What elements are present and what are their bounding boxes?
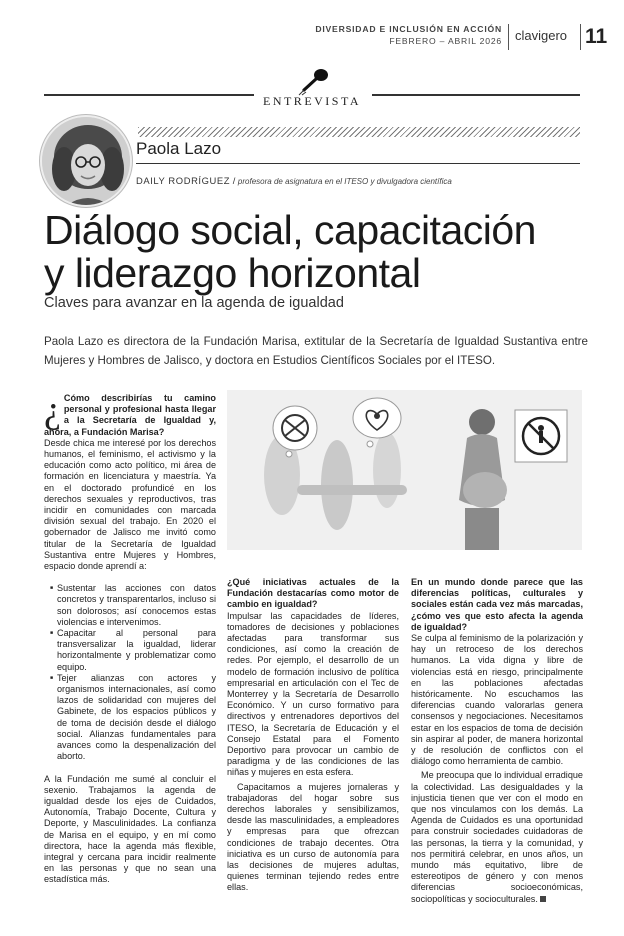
- list-item: ■ Sustentar las acciones con datos concretos y transparentarlos, incluso si son dolorosos; así conocemos estas violencias e intervenimos.: [50, 583, 216, 628]
- byline-rule: [136, 163, 580, 164]
- answer-2-paragraph: Impulsar las capacidades de líderes, tomadores de decisiones y poblaciones afectadas para transformar sus condiciones, así como la creación de redes. Por ejemplo, el desarrollo de un modelo de formación inclusivo de política empresarial en articulación con el Tec de Monterrey y la Secretaría de Desarrollo Económico. Y un curso formativo para directivos y entrenadores deportivos del ITESO, la Secretaría de Educación y el Consejo Estatal para el Fomento Deportivo para provocar un cambio de paradigma y de las condiciones de las niñas y mujeres en esta esfera.: [227, 610, 399, 778]
- answer-3-text: Me preocupa que lo individual erradique la colectividad. Las desigualdades y la injusticia tienen que ver con el modo en que nos vinculamos con los demás. La Agenda de Cuidados es una oportunidad para construir sociedades cuidadoras de las personas, la tierra y la comunidad, y nos permitirá celebrar, en unos años, un mundo más equitativo, libre de estereotipos de género y con menos diferencias socioeconómicas, sociopolíticas y socioculturales.: [411, 770, 583, 904]
- header-divider: [508, 24, 509, 50]
- column-3: [411, 577, 583, 905]
- page-number: 11: [585, 25, 608, 48]
- column-1: [44, 389, 216, 886]
- magazine-logo: clavigero: [515, 28, 568, 43]
- answer-1-paragraph: Desde chica me interesé por los derechos humanos, el feminismo, el activismo y la educación como acto político, mi área de formación en licenciatura y maestría. Ya en el doctorado profundicé en los derechos sexuales y reproductivos, tras incidir en comunidades con marcada división sexual del trabajo. En 2020 el gobernador de Jalisco me invitó como titular de la Secretaría de Igualdad Sustantiva entre Mujeres y Hombres, espacio donde aprendí a:: [44, 437, 216, 572]
- interviewee-name: Paola Lazo: [136, 139, 222, 158]
- author-credit: [136, 175, 452, 186]
- question-2: ¿Qué iniciativas actuales de la Fundación destacarías como motor de cambio en igualdad?: [227, 577, 399, 610]
- header-divider: [580, 24, 581, 50]
- title-line-1: Diálogo social, capacitación: [44, 207, 536, 253]
- author-separator: /: [232, 175, 236, 186]
- dropcap: ¿: [44, 389, 61, 431]
- list-item: ■ Tejer alianzas con actores y organismos internacionales, así como lazos de solidaridad con mujeres del Gabinete, de los espacios públicos y de toma de decisión desde el diálogo social. Alianzas fundamentales para avances como la despenalización del aborto.: [50, 673, 216, 763]
- microphone-icon: [294, 66, 334, 96]
- answer-1-paragraph: A la Fundación me sumé al concluir el sexenio. Trabajamos la agenda de igualdad desde los ejes de Cuidados, Autonomía, Trabajo Docente, Cultura y Deporte, y Masculinidades. La confianza de Marisa en el equipo, y en mí como directora, hace la agenda más flexible, integral y cercana para incidir realmente en las personas y que no sean una estadística más.: [44, 773, 216, 885]
- portrait-image: [42, 117, 132, 207]
- question-1: Cómo describirías tu camino personal y profesional hasta llegar a la Secretaría de Igualdad y, ahora, a Fundación Marisa?: [44, 393, 216, 437]
- end-mark-icon: [540, 896, 546, 902]
- answer-3-paragraph: Se culpa al feminismo de la polarización y hay un retroceso de los derechos humanos. La vida digna y libre de violencias está en riesgo, principalmente en las poblaciones afectadas históricamente. No escuchamos las diferencias cuando valorarlas genera consensos y negociaciones. Necesitamos estar en los espacios de toma de decisión sin aspirar al poder, de manera horizontal y de resolución de conflictos con el diálogo como herramienta de cambio.: [411, 633, 583, 767]
- article-subtitle: Claves para avanzar en la agenda de igualdad: [44, 295, 344, 311]
- decorative-hatch: [138, 127, 580, 137]
- illustration-image: [227, 390, 582, 550]
- section-rule: [372, 94, 580, 96]
- list-item: ■ Capacitar al personal para transversalizar la igualdad, liderar horizontalmente y problematizar como equipo.: [50, 628, 216, 673]
- section-rule: [44, 94, 254, 96]
- author-name: DAILY RODRÍGUEZ: [136, 175, 231, 186]
- column-2: [227, 577, 399, 894]
- article-lead: Paola Lazo es directora de la Fundación Marisa, extitular de la Secretaría de Igualdad Sustantiva entre Mujeres y Hombres de Jalisco, y doctora en Estudios Científicos Sociales por el ITESO.: [44, 335, 588, 367]
- header-section: DIVERSIDAD E INCLUSIÓN EN ACCIÓN: [315, 24, 502, 34]
- title-line-2: y liderazgo horizontal: [44, 250, 421, 296]
- bullet-list: [50, 583, 216, 762]
- author-role: profesora de asignatura en el ITESO y divulgadora científica: [237, 177, 452, 186]
- section-label: ENTREVISTA: [262, 94, 362, 108]
- question-3: En un mundo donde parece que las diferencias políticas, culturales y sociales están cada vez más marcadas, ¿cómo ves que esto afecta la agenda de igualdad?: [411, 577, 583, 632]
- article-title: [44, 209, 604, 295]
- header-date: FEBRERO – ABRIL 2026: [389, 36, 502, 46]
- avatar: [40, 115, 132, 207]
- answer-3-paragraph: [411, 770, 583, 904]
- answer-2-paragraph: Capacitamos a mujeres jornaleras y trabajadoras del hogar sobre sus derechos laborales y sensibilizamos, desde las masculinidades, a empleadores y empresas para que ofrezcan condiciones de trabajo decentes. Otra iniciativa es un curso de autonomía para las decisiones de mujeres adultas, quienes terminan tejiendo redes entre ellas.: [227, 781, 399, 893]
